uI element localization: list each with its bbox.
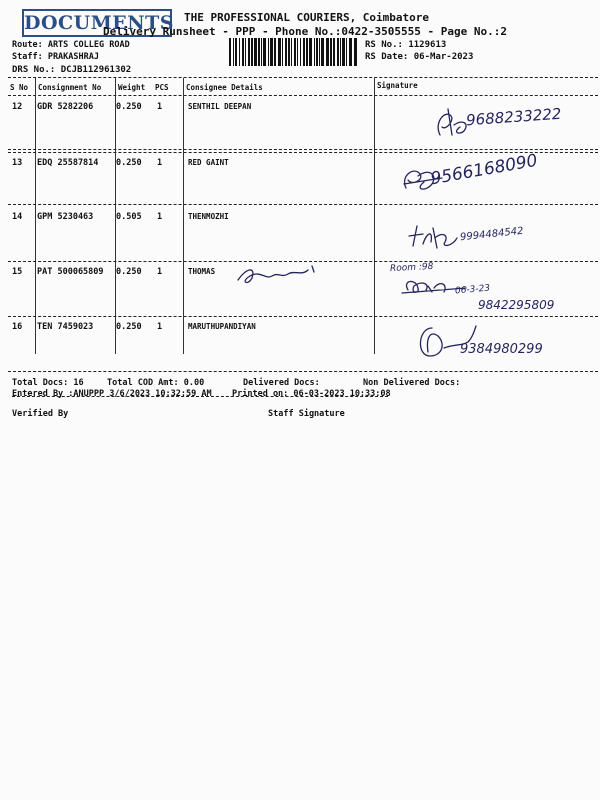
row-16-weight: 0.250 (116, 322, 142, 332)
signature-15-inline-scribble (232, 262, 322, 288)
total-cod: Total COD Amt: 0.00 (107, 378, 205, 388)
header-bottom-rule (8, 95, 598, 96)
row-13-pcs: 1 (157, 158, 163, 168)
printed-on: Printed on: 06-03-2023 10:33:08 (232, 389, 391, 399)
barcode-bar (326, 38, 329, 66)
barcode-bar (248, 38, 250, 66)
barcode-bar (282, 38, 283, 66)
row-16-pcs: 1 (157, 322, 163, 332)
barcode-bar (291, 38, 292, 66)
runsheet-title: Delivery Runsheet - PPP - Phone No.:0422-3505555 - Page No.:2 (103, 25, 507, 38)
barcode-bar (233, 38, 234, 66)
row-divider (8, 371, 598, 372)
signature-16-phone: 9384980299 (460, 342, 543, 357)
col-header-consignment: Consignment No (38, 83, 102, 92)
barcode-bar (319, 38, 320, 66)
barcode-bar (340, 38, 341, 66)
barcode-bar (278, 38, 281, 66)
barcode-bar (254, 38, 257, 66)
col-header-weight: Weight (118, 83, 146, 92)
col-divider (35, 78, 36, 354)
row-16-consignee: MARUTHUPANDIYAN (188, 322, 256, 331)
barcode-bar (303, 38, 305, 66)
col-header-pcs: PCS (155, 83, 169, 92)
rs-number: RS No.: 1129613 (365, 40, 447, 50)
row-13-consignment: EDQ 25587814 (37, 158, 99, 168)
barcode-bar (349, 38, 352, 66)
row-14-weight: 0.505 (116, 212, 142, 222)
col-header-consignee: Consignee Details (186, 83, 263, 92)
row-divider (8, 261, 598, 262)
delivered-docs: Delivered Docs: (243, 378, 320, 388)
row-divider (8, 152, 598, 153)
row-15-consignment: PAT 500065809 (37, 267, 104, 277)
barcode-bar (321, 38, 324, 66)
barcode-bar (300, 38, 301, 66)
signature-15-room: Room :98 (389, 261, 434, 275)
barcode-bar (274, 38, 276, 66)
staff-signature: Staff Signature (268, 409, 345, 419)
row-13-sno: 13 (12, 158, 23, 168)
rs-date: RS Date: 06-Mar-2023 (365, 52, 474, 62)
barcode-bar (263, 38, 266, 66)
col-header-sno: S No (10, 83, 29, 92)
row-12-consignee: SENTHIL DEEPAN (188, 102, 252, 111)
row-divider (8, 316, 598, 317)
non-delivered-docs: Non Delivered Docs: (363, 378, 461, 388)
drs-number: DRS No.: DCJB112961302 (12, 65, 132, 75)
col-divider (374, 78, 375, 354)
total-docs: Total Docs: 16 (12, 378, 84, 388)
row-divider (8, 204, 598, 205)
footer-rule (12, 396, 388, 397)
row-12-pcs: 1 (157, 102, 163, 112)
barcode-bar (337, 38, 339, 66)
barcode-bar (239, 38, 240, 66)
barcode-bar (251, 38, 253, 66)
row-14-consignee: THENMOZHI (188, 212, 229, 221)
route-label: Route: ARTS COLLEG ROAD (12, 40, 130, 50)
barcode-bar (270, 38, 273, 66)
verified-by: Verified By (12, 409, 69, 419)
row-16-sno: 16 (12, 322, 23, 332)
staff-label: Staff: PRAKASHRAJ (12, 52, 99, 62)
barcode-bar (346, 38, 347, 66)
barcode-bar (297, 38, 298, 66)
signature-12-phone: 9688233222 (465, 104, 562, 130)
barcode-bar (309, 38, 312, 66)
barcode-bar (235, 38, 237, 66)
barcode-bar (245, 38, 246, 66)
barcode-bar (306, 38, 308, 66)
barcode-bar (333, 38, 335, 66)
barcode-bar (261, 38, 262, 66)
signature-13-phone: 9566168090 (429, 150, 540, 190)
company-name: THE PROFESSIONAL COURIERS, Coimbatore (184, 11, 430, 24)
col-header-signature: Signature (377, 81, 418, 90)
barcode-bar (229, 38, 231, 66)
row-12-consignment: GDR 5282206 (37, 102, 94, 112)
header-top-rule (8, 77, 598, 78)
barcode-bar (285, 38, 287, 66)
barcode-bar (268, 38, 269, 66)
row-15-pcs: 1 (157, 267, 163, 277)
barcode-bar (294, 38, 296, 66)
signature-14-scribble (405, 218, 461, 252)
barcode-bar (316, 38, 318, 66)
row-12-weight: 0.250 (116, 102, 142, 112)
documents-stamp: DOCUMENTS (22, 9, 172, 37)
barcode-bar (354, 38, 357, 66)
row-16-consignment: TEN 7459023 (37, 322, 94, 332)
row-15-sno: 15 (12, 267, 23, 277)
row-13-consignee: RED GAINT (188, 158, 229, 167)
col-divider (183, 78, 184, 354)
barcode-bar (288, 38, 290, 66)
barcode-bar (258, 38, 260, 66)
signature-15-date: 06-3-23 (454, 283, 491, 297)
row-14-pcs: 1 (157, 212, 163, 222)
barcode (229, 38, 357, 66)
row-14-sno: 14 (12, 212, 23, 222)
barcode-bar (342, 38, 345, 66)
row-15-consignee: THOMAS (188, 267, 216, 276)
row-14-consignment: GPM 5230463 (37, 212, 94, 222)
signature-15-phone: 9842295809 (478, 298, 555, 312)
signature-14-phone: 9994484542 (459, 225, 525, 244)
entered-by: Entered By :ANUPPP 3/6/2023 10:32:59 AM (12, 389, 212, 399)
row-12-sno: 12 (12, 102, 23, 112)
barcode-bar (314, 38, 315, 66)
barcode-bar (330, 38, 332, 66)
barcode-bar (242, 38, 244, 66)
row-13-weight: 0.250 (116, 158, 142, 168)
row-divider (8, 149, 598, 150)
row-15-weight: 0.250 (116, 267, 142, 277)
